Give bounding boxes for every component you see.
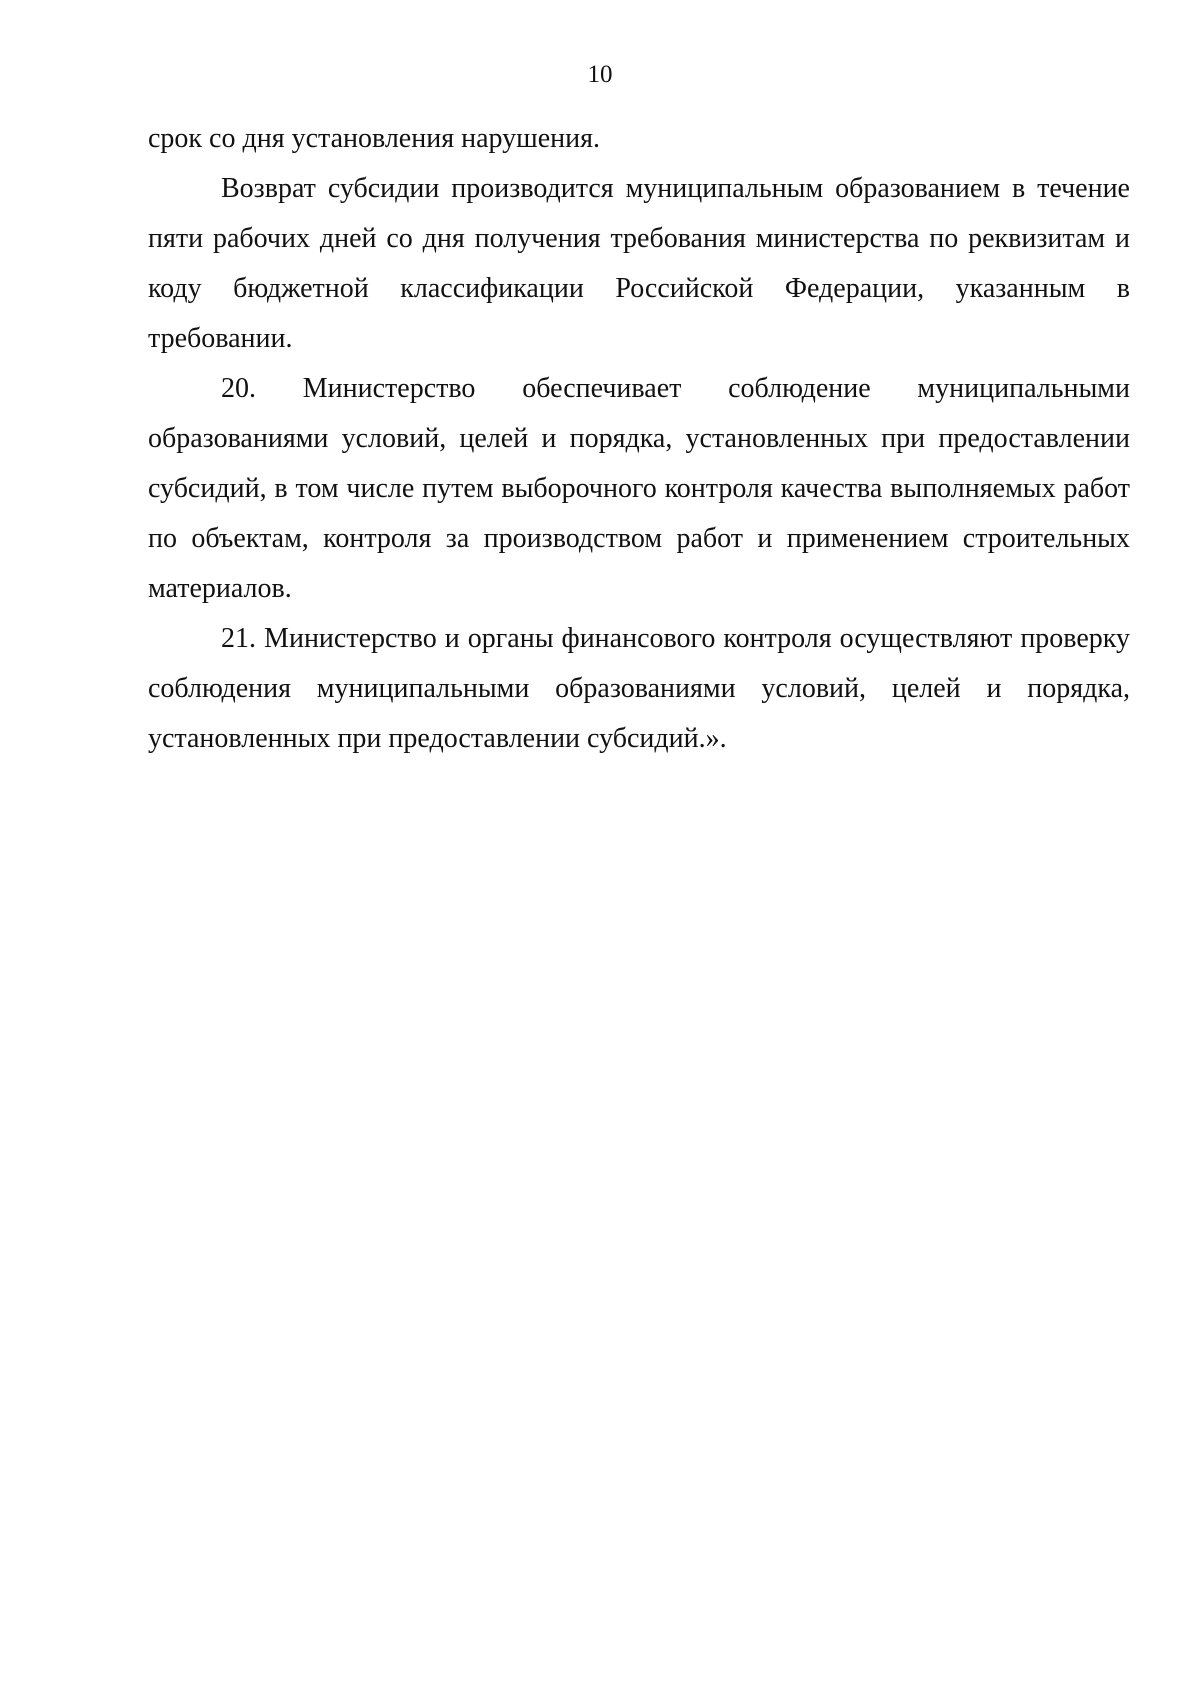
paragraph-item-20: 20. Министерство обеспечивает соблюдение муниципальными образованиями условий, целей и порядка, установленных при предоставлении субсидий, в том числе путем выборочного контроля качества выполняемых работ по объектам, контроля за производством работ и применением строительных материалов. (148, 373, 1130, 604)
paragraph-continuation: срок со дня установления нарушения. (148, 123, 600, 154)
paragraph-subsidy-return: Возврат субсидии производится муниципальным образованием в течение пяти рабочих дней со дня получения требования министерства по реквизитам и коду бюджетной классификации Российской Федерации, указанным в требовании. (148, 173, 1130, 354)
page-number: 10 (587, 61, 613, 88)
document-body (148, 114, 1130, 764)
paragraph-item-21: 21. Министерство и органы финансового контроля осуществляют проверку соблюдения муниципальными образованиями условий, целей и порядка, установленных при предоставлении субсидий.». (148, 623, 1130, 754)
